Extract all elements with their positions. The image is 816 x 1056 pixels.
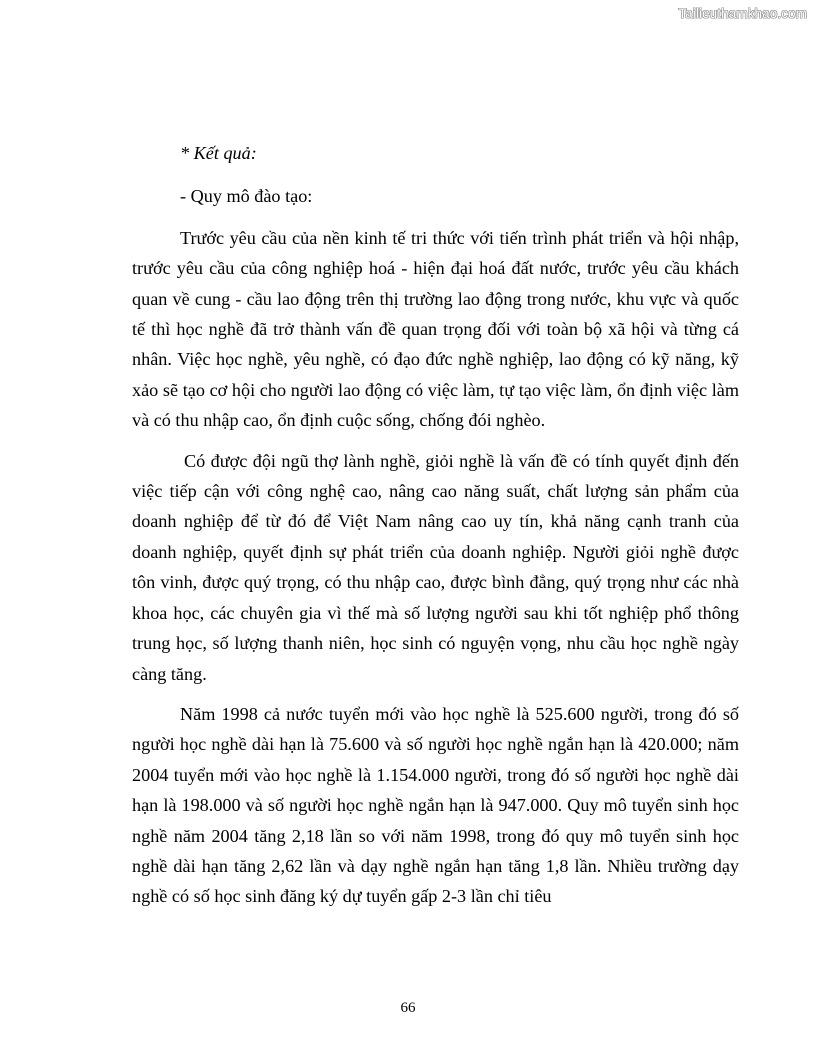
paragraph: Trước yêu cầu của nền kinh tế tri thức với tiến trình phát triển và hội nhập, trước yêu cầu của công nghiệp hoá - hiện đại hoá đất nước, trước yêu cầu khách quan về cung - cầu lao động trên thị trường lao động trong nước, khu vực và quốc tế thì học nghề đã trở thành vấn đề quan trọng đối với toàn bộ xã hội và từng cá nhân. Việc học nghề, yêu nghề, có đạo đức nghề nghiệp, lao động có kỹ năng, kỹ xảo sẽ tạo cơ hội cho người lao động có việc làm, tự tạo việc làm, ổn định việc làm và có thu nhập cao, ổn định cuộc sống, chống đói nghèo. <box>132 227 739 431</box>
subsection-heading: - Quy mô đào tạo: <box>180 186 313 207</box>
watermark: Tailieuthamkhao.com <box>678 6 807 21</box>
page-number: 66 <box>400 1000 416 1016</box>
document-body <box>132 138 739 922</box>
paragraph: Năm 1998 cả nước tuyển mới vào học nghề là 525.600 người, trong đó số người học nghề dài hạn là 75.600 và số người học nghề ngắn hạn là 420.000; năm 2004 tuyển mới vào học nghề là 1.154.000 người, trong đó số người học nghề dài hạn là 198.000 và số người học nghề ngắn hạn là 947.000. Quy mô tuyển sinh học nghề năm 2004 tăng 2,18 lần so với năm 1998, trong đó quy mô tuyển sinh học nghề dài hạn tăng 2,62 lần và dạy nghề ngắn hạn tăng 1,8 lần. Nhiều trường dạy nghề có số học sinh đăng ký dự tuyển gấp 2-3 lần chỉ tiêu <box>132 703 739 907</box>
paragraph: Có được đội ngũ thợ lành nghề, giỏi nghề là vấn đề có tính quyết định đến việc tiếp cận với công nghệ cao, nâng cao năng suất, chất lượng sản phẩm của doanh nghiệp để từ đó để Việt Nam nâng cao uy tín, khả năng cạnh tranh của doanh nghiệp, quyết định sự phát triển của doanh nghiệp. Người giỏi nghề được tôn vinh, được quý trọng, có thu nhập cao, được bình đẳng, quý trọng như các nhà khoa học, các chuyên gia vì thế mà số lượng người sau khi tốt nghiệp phổ thông trung học, số lượng thanh niên, học sinh có nguyện vọng, nhu cầu học nghề ngày càng tăng. <box>132 450 739 684</box>
section-heading: * Kết quả: <box>180 143 257 163</box>
